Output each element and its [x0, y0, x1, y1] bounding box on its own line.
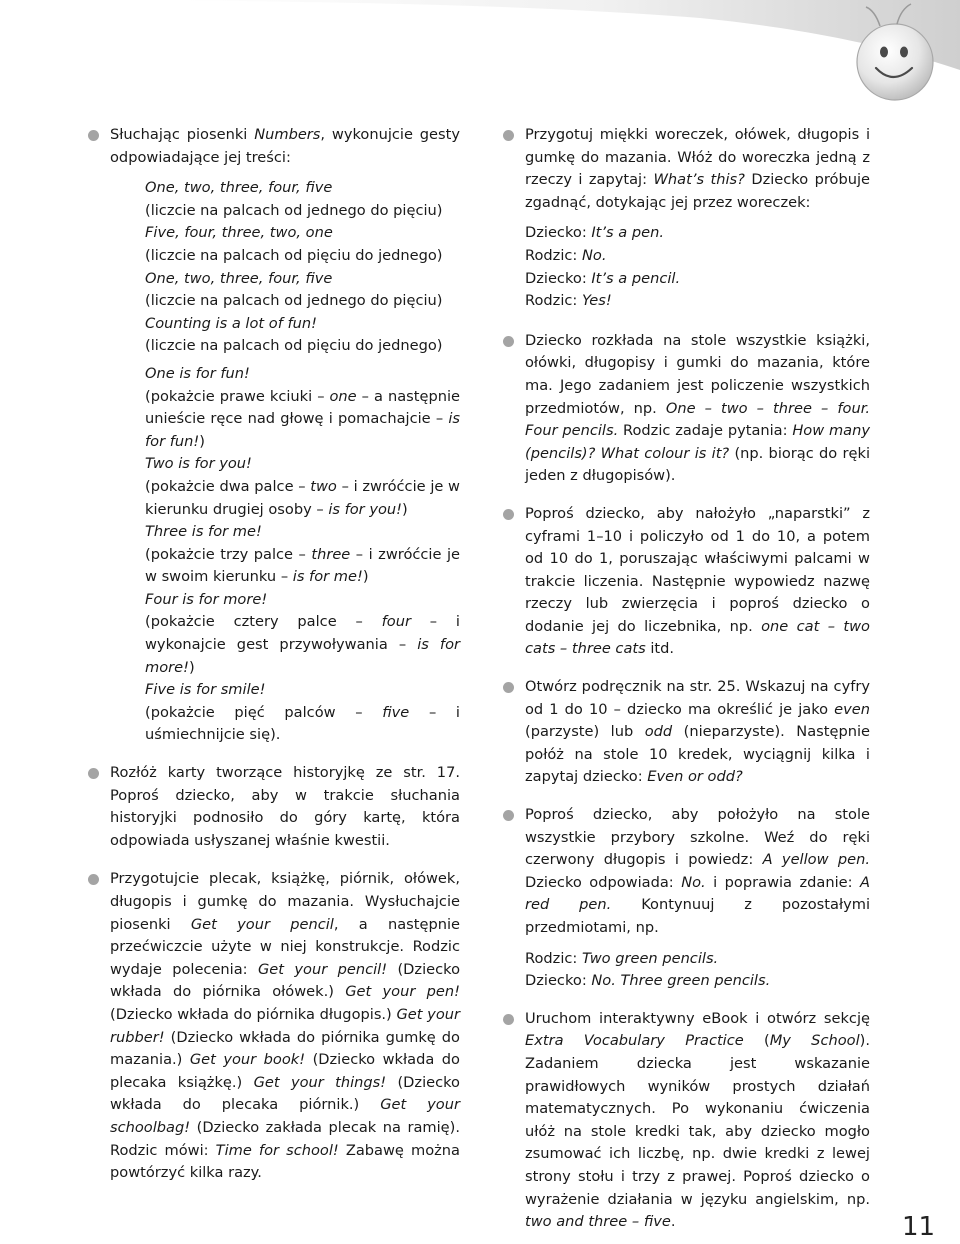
text-run: – i wykonajcie gest przywoływania –	[145, 613, 460, 654]
dialog-line	[525, 222, 870, 245]
text-run: )	[362, 568, 369, 586]
text-run: (pokażcie trzy palce –	[145, 545, 312, 563]
english-phrase: is for fun!	[145, 410, 460, 450]
text-run: (nieparzyste). Następnie połóż na stole 10 kredek, wyciągnij kilka i zapytaj dziecko:	[525, 723, 870, 786]
activity-get-your-pencil	[88, 868, 460, 1184]
english-phrase: five	[382, 703, 410, 721]
english-phrase: One, two, three, four, five	[145, 179, 333, 197]
instruction-line	[145, 200, 460, 223]
activity-ebook	[503, 1008, 870, 1234]
left-column	[88, 124, 460, 1185]
english-phrase: Get your pencil	[190, 915, 334, 933]
english-phrase: Get your rubber!	[110, 1005, 460, 1046]
text-run: Dziecko rozkłada na stole wszystkie książki, ołówki, długopisy i gumki do mazania, które ma. Jego zadaniem jest policzenie wszystkich przedmiotów, np.	[525, 331, 870, 417]
bullet-icon	[503, 1014, 514, 1025]
text-run: Rozłóż karty tworzące historyjkę ze str. 17. Poproś dziecko, aby w trakcie słuchania historyjki podnosiło do góry kartę, która odpowiada usłyszanej właśnie kwestii.	[110, 764, 460, 849]
text-run: )	[401, 500, 408, 518]
english-phrase: No.	[581, 246, 607, 264]
text-run: (pokażcie pięć palców –	[145, 703, 383, 721]
text-run: Dziecko:	[525, 972, 592, 990]
instruction-line	[145, 386, 460, 454]
lyric-line	[145, 313, 460, 336]
english-phrase: A yellow pen.	[762, 851, 870, 869]
instruction-line	[145, 335, 460, 358]
english-phrase: What’s this?	[653, 171, 745, 189]
english-phrase: one	[329, 387, 357, 405]
bullet-icon	[88, 768, 99, 779]
english-phrase: No.	[681, 873, 706, 891]
activity-finger-thimbles	[503, 503, 870, 661]
text-run: Dziecko odpowiada:	[525, 873, 682, 891]
activity-guess-bag	[503, 124, 870, 313]
english-phrase: One, two, three, four, five	[145, 269, 333, 287]
top-decoration	[0, 0, 960, 110]
text-run: – i zwróćcie je w kierunku drugiej osoby –	[145, 477, 460, 518]
instruction-line	[145, 544, 460, 589]
instruction-line	[145, 702, 460, 747]
text-run: (liczcie na palcach od pięciu do jednego)	[145, 337, 443, 355]
bullet-icon	[503, 336, 514, 347]
lyric-line	[145, 679, 460, 702]
text-run: (parzyste) lub	[525, 723, 645, 741]
text-run: , a następnie przećwiczcie użyte w niej konstrukcje. Rodzic wydaje polecenia:	[110, 915, 460, 978]
text-run: – i zwróćcie je w swoim kierunku –	[145, 545, 460, 586]
english-phrase: No. Three green pencils.	[591, 972, 771, 990]
text-run: Przygotuj miękki woreczek, ołówek, długopis i gumkę do mazania. Włóż do woreczka jedną z rzeczy i zapytaj:	[525, 126, 870, 189]
activity-text	[110, 762, 460, 852]
english-phrase: three	[311, 545, 351, 563]
instruction-line	[145, 476, 460, 521]
text-run: Rodzic:	[525, 246, 582, 264]
activity-text	[525, 330, 870, 488]
english-phrase: Get your book!	[189, 1051, 306, 1069]
bullet-icon	[88, 874, 99, 885]
activity-text	[525, 1008, 870, 1234]
lyric-line	[145, 177, 460, 200]
english-phrase: It’s a pen.	[591, 224, 664, 242]
text-run: (	[743, 1032, 770, 1050]
text-run: – i uśmiechnijcie się).	[145, 703, 460, 744]
right-column	[503, 124, 870, 1234]
activity-text	[110, 868, 460, 1184]
text-run: (pokażcie dwa palce –	[145, 477, 311, 495]
english-phrase: How many (pencils)? What colour is it?	[525, 422, 870, 462]
english-phrase: Numbers	[254, 126, 321, 143]
text-run: Słuchając piosenki	[110, 126, 255, 143]
text-run: Dziecko próbuje zgadnąć, dotykając jej przez woreczek:	[525, 171, 870, 211]
english-phrase: two and three – five	[525, 1213, 671, 1231]
text-run: (Dziecko wkłada do piórnika długopis.)	[110, 1005, 397, 1023]
bullet-icon	[503, 810, 514, 821]
dialog-line	[525, 948, 870, 971]
activity-text	[525, 676, 870, 789]
text-run: (Dziecko wkłada do piórnika gumkę do mazania.)	[110, 1028, 460, 1069]
dialog-line	[525, 245, 870, 268]
text-run: Otwórz podręcznik na str. 25. Wskazuj na cyfry od 1 do 10 – dziecko ma określić je jako	[525, 678, 870, 718]
text-run: Dziecko:	[525, 269, 592, 287]
text-run: Kontynuuj z pozostałymi przedmiotami, np.	[525, 896, 870, 936]
text-run: Rodzic:	[525, 292, 582, 310]
english-phrase: Four is for more!	[145, 590, 268, 608]
english-phrase: Time for school!	[215, 1141, 339, 1159]
activity-text	[110, 124, 460, 169]
english-phrase: is for more!	[145, 636, 460, 676]
english-phrase: My School	[769, 1032, 860, 1050]
activity-text	[525, 503, 870, 661]
english-phrase: Extra Vocabulary Practice	[525, 1032, 744, 1050]
bullet-icon	[503, 130, 514, 141]
lyric-line	[145, 453, 460, 476]
activity-numbers-song	[88, 124, 460, 747]
text-run: , wykonujcie gesty odpowiadające jej treści:	[110, 126, 460, 166]
english-phrase: A red pen.	[525, 873, 870, 914]
english-phrase: It’s a pencil.	[591, 269, 681, 287]
text-run: Przygotujcie plecak, książkę, piórnik, ołówek, długopis i gumkę do mazania. Wysłuchajcie piosenki	[110, 870, 460, 933]
dialog-line	[525, 268, 870, 291]
text-run: Uruchom interaktywny eBook i otwórz sekcję	[525, 1009, 870, 1027]
lyric-line	[145, 589, 460, 612]
text-run: itd.	[645, 640, 675, 658]
bullet-icon	[503, 682, 514, 693]
text-run: (Dziecko wkłada do plecaka książkę.)	[110, 1051, 460, 1091]
english-phrase: odd	[644, 723, 673, 741]
text-run: (Dziecko zakłada plecak na ramię). Rodzic mówi:	[110, 1118, 460, 1159]
text-run: .	[670, 1213, 676, 1231]
activity-count-items	[503, 330, 870, 488]
text-run: ). Zadaniem dziecka jest wskazanie prawidłowych wyników prostych działań matematycznych. Po wykonaniu ćwiczenia ułóż na stole kredki tak, aby dziecko mogło zsumować ich liczbę, np. dwie kredki z lewej strony stołu i trzy z prawej. Poproś dziecko o wyrażenie działania w języku angielskim, np.	[525, 1032, 870, 1208]
english-phrase: is for you!	[328, 500, 402, 518]
activity-colours	[503, 804, 870, 993]
english-phrase: Counting is a lot of fun!	[145, 314, 317, 332]
english-phrase: one cat – two cats – three cats	[525, 617, 870, 658]
text-run: (np. biorąc do ręki jeden z długopisów).	[525, 444, 870, 485]
text-run: Zabawę można powtórzyć kilka razy.	[110, 1141, 461, 1182]
text-run: (liczcie na palcach od pięciu do jednego)	[145, 246, 443, 264]
text-run: Poproś dziecko, aby położyło na stole wszystkie przybory szkolne. Weź do ręki czerwony długopis i powiedz:	[525, 806, 870, 869]
english-phrase: Get your schoolbag!	[110, 1096, 460, 1136]
activity-story-cards	[88, 762, 460, 852]
english-phrase: Five is for smile!	[145, 681, 266, 699]
text-run: (liczcie na palcach od jednego do pięciu)	[145, 292, 443, 310]
page-number: 11	[902, 1212, 936, 1242]
text-run: Rodzic zadaje pytania:	[618, 422, 793, 440]
lyric-line	[145, 268, 460, 291]
text-run: (Dziecko wkłada do piórnika ołówek.)	[110, 960, 460, 1001]
text-run: )	[199, 432, 205, 450]
dialog-line	[525, 290, 870, 313]
instruction-line	[145, 245, 460, 268]
activity-even-odd	[503, 676, 870, 789]
text-run: – a następnie unieście ręce nad głowę i pomachajcie –	[145, 387, 460, 428]
text-run: (Dziecko wkłada do plecaka piórnik.)	[110, 1073, 460, 1114]
english-phrase: One – two – three – four. Four pencils.	[525, 399, 870, 440]
english-phrase: Five, four, three, two, one	[145, 224, 333, 242]
text-run: (pokażcie prawe kciuki –	[145, 387, 330, 405]
lyric-line	[145, 363, 460, 386]
activity-text	[525, 804, 870, 940]
lyric-line	[145, 521, 460, 544]
text-run: i poprawia zdanie:	[705, 873, 860, 891]
english-phrase: Three is for me!	[145, 523, 262, 541]
english-phrase: Get your pen!	[345, 983, 460, 1001]
text-run: (liczcie na palcach od jednego do pięciu)	[145, 201, 443, 219]
english-phrase: four	[381, 613, 411, 631]
english-phrase: is for me!	[292, 568, 363, 586]
instruction-line	[145, 611, 460, 679]
activity-text	[525, 124, 870, 214]
english-phrase: even	[834, 700, 870, 718]
text-run: (pokażcie cztery palce –	[145, 613, 382, 631]
english-phrase: Get your pencil!	[258, 960, 388, 978]
lyric-line	[145, 222, 460, 245]
dialog-line	[525, 970, 870, 993]
english-phrase: Get your things!	[253, 1073, 387, 1091]
english-phrase: Two is for you!	[145, 455, 252, 473]
english-phrase: two	[310, 477, 337, 495]
bullet-icon	[503, 509, 514, 520]
bullet-icon	[88, 130, 99, 141]
english-phrase: Even or odd?	[647, 768, 743, 786]
text-run: Dziecko:	[525, 224, 592, 242]
text-run: )	[188, 658, 195, 676]
song-lyrics	[110, 177, 460, 747]
text-run: Poproś dziecko, aby nałożyło „naparstki” z cyframi 1–10 i policzyło od 1 do 10, a potem od 10 do 1, poruszając właściwymi palcami w trakcie liczenia. Następnie wypowiedz nazwę rzeczy lub zwierzęcia i poproś dziecko o dodanie jej do liczebnika, np.	[525, 504, 870, 635]
english-phrase: Two green pencils.	[581, 949, 719, 967]
english-phrase: One is for fun!	[145, 364, 250, 382]
instruction-line	[145, 290, 460, 313]
text-run: Rodzic:	[525, 949, 582, 967]
english-phrase: Yes!	[581, 292, 612, 310]
